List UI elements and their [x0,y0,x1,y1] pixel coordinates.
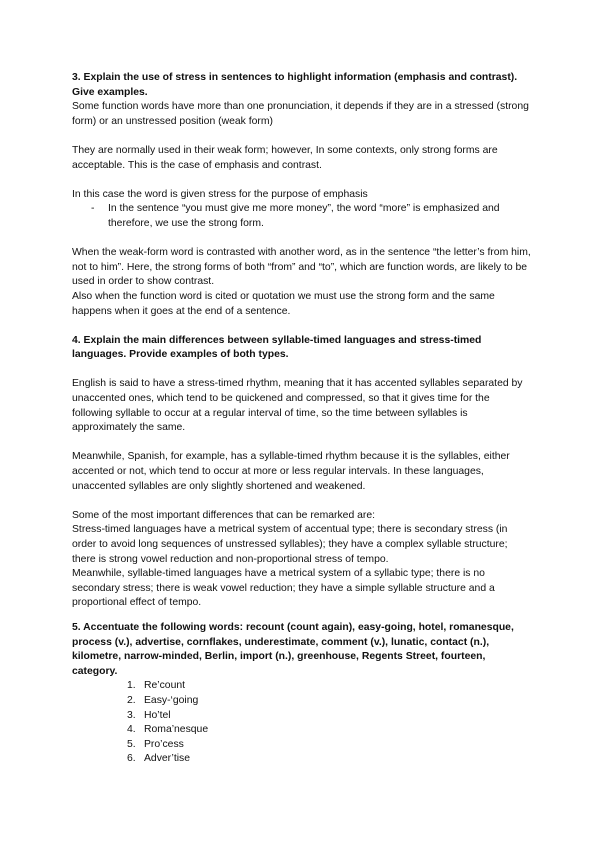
q3-paragraph-3: In this case the word is given stress for the purpose of emphasis [72,188,368,200]
list-item [91,202,532,231]
list-item [72,752,532,767]
item-text: Re’count [144,680,186,692]
item-text: Ho’tel [144,709,171,721]
question-4-heading: 4. Explain the main differences between syllable-timed languages and stress-timed languages. Provide examples of both types. [72,334,482,361]
q4-paragraph-5: Meanwhile, syllable-timed languages have a metrical system of a syllabic type; there is no secondary stress; there is weak vowel reduction; they have a simple syllable structure and a proportional effect of tempo. [72,568,495,609]
q3-paragraph-5: Also when the function word is cited or quotation we must use the strong form and the same happens when it goes at the end of a sentence. [72,290,495,317]
question-3-heading: 3. Explain the use of stress in sentences to highlight information (emphasis and contrast). Give examples. [72,72,518,98]
item-number: 4. [127,724,136,736]
list-item [72,679,532,694]
bullet-text: In the sentence “you must give me more money”, the word “more” is emphasized and therefore, we use the strong form. [108,203,500,229]
q4-paragraph-2: Meanwhile, Spanish, for example, has a syllable-timed rhythm because it is the syllables, either accented or not, which tend to occur at more or less regular intervals. In these languages, unaccented syllables are only slightly shortened and weakened. [72,451,510,492]
q4-paragraph-3: Some of the most important differences that can be remarked are: [72,509,376,521]
item-number: 3. [127,709,136,721]
list-item [72,723,532,738]
list-item [72,738,532,753]
question-5-heading: 5. Accentuate the following words: recount (count again), easy-going, hotel, romanesque, process (v.), advertise, cornflakes, underestimate, comment (v.), lunatic, contact (n.), kilometre, narrow-minded, Berlin, import (n.), greenhouse, Regents Street, fourteen, category. [72,621,514,677]
q3-paragraph-2: They are normally used in their weak form; however, In some contexts, only strong forms are acceptable. This is the case of emphasis and contrast. [72,144,498,171]
item-number: 6. [127,753,136,765]
q5-numbered-list [72,679,532,767]
item-number: 1. [127,680,136,692]
item-text: Adver’tise [144,753,191,765]
q3-paragraph-4: When the weak-form word is contrasted with another word, as in the sentence “the letter’s from him, not to him”. Here, the strong forms of both “from” and “to”, which are function words, are likely to be used in order to show contrast. [72,247,531,288]
list-item [72,694,532,709]
item-text: Easy-‘going [144,694,199,706]
q4-paragraph-4: Stress-timed languages have a metrical system of accentual type; there is secondary stress (in order to avoid long sequences of unstressed syllables); they have a complex syllable structure; there is strong vowel reduction and non-proportional stress of tempo. [72,524,508,565]
list-item [72,709,532,724]
item-text: Roma’nesque [144,724,209,736]
document-page [72,71,532,767]
dash-bullet: - [91,203,95,215]
q3-bullet-list [72,202,532,231]
item-number: 5. [127,738,136,750]
item-text: Pro’cess [144,738,184,750]
q4-paragraph-1: English is said to have a stress-timed rhythm, meaning that it has accented syllables separated by unaccented ones, which tend to be quickened and compressed, so that it gives time for the following syllable to occur at a regular interval of time, so the time between syllables is approximately the same. [72,378,523,434]
q3-paragraph-1: Some function words have more than one pronunciation, it depends if they are in a stressed (strong form) or an unstressed position (weak form) [72,101,529,127]
item-number: 2. [127,694,136,706]
